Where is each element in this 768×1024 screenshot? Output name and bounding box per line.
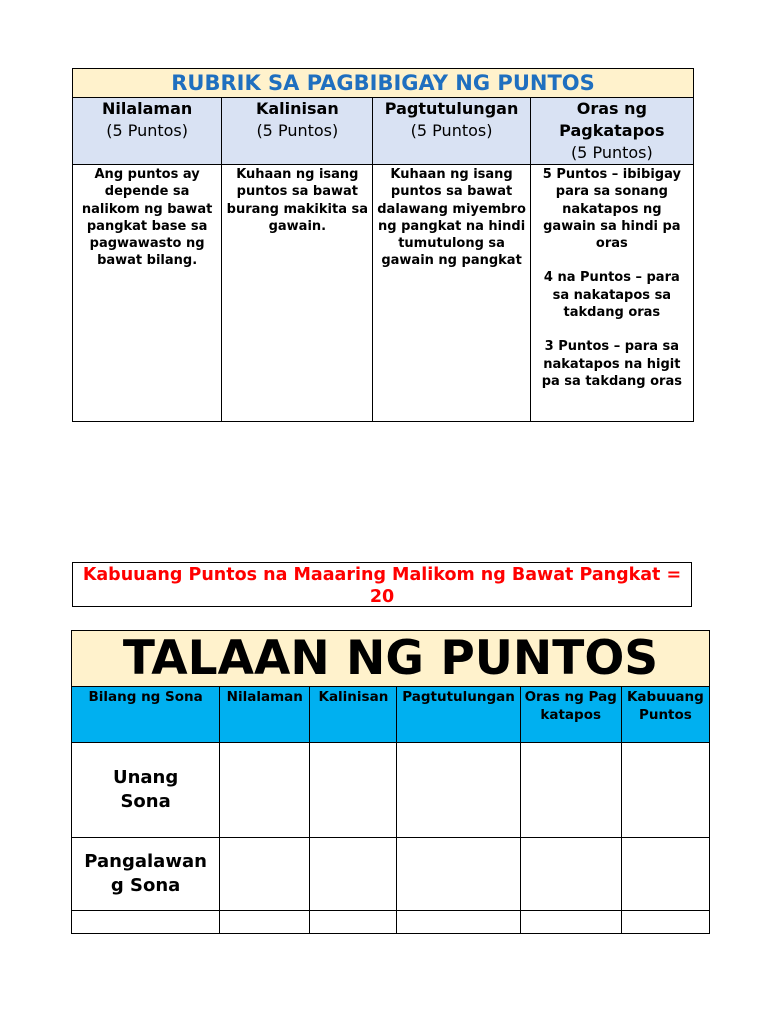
rubric-header-label: Nilalaman [101,99,193,118]
rubric-oras-5: 5 Puntos – ibibigay para sa sonang nakatapos ng gawain sa hindi pa oras [542,167,681,252]
rubric-desc-pagtutulungan: Kuhaan ng isang puntos sa bawat dalawang miyembro ng pangkat na hindi tumutulong sa gawain ng pangkat [373,165,530,422]
score-cell[interactable] [397,743,520,838]
rubric-header-oras [530,98,693,165]
row-label-unang-sona: Unang Sona [72,743,220,838]
rubric-header-pagtutulungan [373,98,530,165]
rubric-oras-3: 3 Puntos – para sa nakatapos na higit pa sa takdang oras [541,339,682,389]
score-cell[interactable] [220,743,310,838]
empty-cell[interactable] [621,911,709,934]
rubric-oras-4: 4 na Puntos – para sa nakatapos sa takdang oras [543,270,680,321]
score-cell[interactable] [621,743,709,838]
rubric-header-points: (5 Puntos) [256,121,339,140]
rubric-header-label: Pagtutulungan [384,99,519,118]
table-row [72,838,710,911]
rubric-header-points: (5 Puntos) [410,121,493,140]
rubric-desc-nilalaman: Ang puntos ay depende sa nalikom ng bawat pangkat base sa pagwawasto ng bawat bilang. [73,165,222,422]
table-row [72,743,710,838]
header-bilang-ng-sona: Bilang ng Sona [72,687,220,743]
header-nilalaman: Nilalaman [220,687,310,743]
rubric-desc-oras [530,165,693,422]
rubric-header-label: Kalinisan [255,99,339,118]
empty-cell[interactable] [520,911,621,934]
rubric-title: RUBRIK SA PAGBIBIGAY NG PUNTOS [73,69,694,98]
header-kalinisan: Kalinisan [310,687,397,743]
rubric-table [72,68,694,422]
rubric-header-kalinisan [222,98,373,165]
rubric-header-points: (5 Puntos) [106,121,188,140]
row-label-pangalawang-sona: Pangalawang Sona [72,838,220,911]
score-table-title: TALAAN NG PUNTOS [72,631,710,687]
score-cell[interactable] [310,743,397,838]
score-cell[interactable] [397,838,520,911]
score-cell[interactable] [520,743,621,838]
empty-cell[interactable] [220,911,310,934]
total-points-note: Kabuuang Puntos na Maaaring Malikom ng Bawat Pangkat = 20 [72,562,692,607]
score-cell[interactable] [220,838,310,911]
score-cell[interactable] [310,838,397,911]
empty-cell[interactable] [310,911,397,934]
score-table [71,630,710,934]
rubric-header-points: (5 Puntos) [570,143,653,162]
table-row [72,911,710,934]
rubric-header-nilalaman [73,98,222,165]
header-oras-ng-pagkatapos: Oras ng Pagkatapos [520,687,621,743]
rubric-desc-kalinisan: Kuhaan ng isang puntos sa bawat burang makikita sa gawain. [222,165,373,422]
header-pagtutulungan: Pagtutulungan [397,687,520,743]
empty-cell[interactable] [72,911,220,934]
score-cell[interactable] [520,838,621,911]
header-kabuuang-puntos: Kabuuang Puntos [621,687,709,743]
rubric-header-label: Oras ng Pagkatapos [559,99,665,140]
score-cell[interactable] [621,838,709,911]
empty-cell[interactable] [397,911,520,934]
